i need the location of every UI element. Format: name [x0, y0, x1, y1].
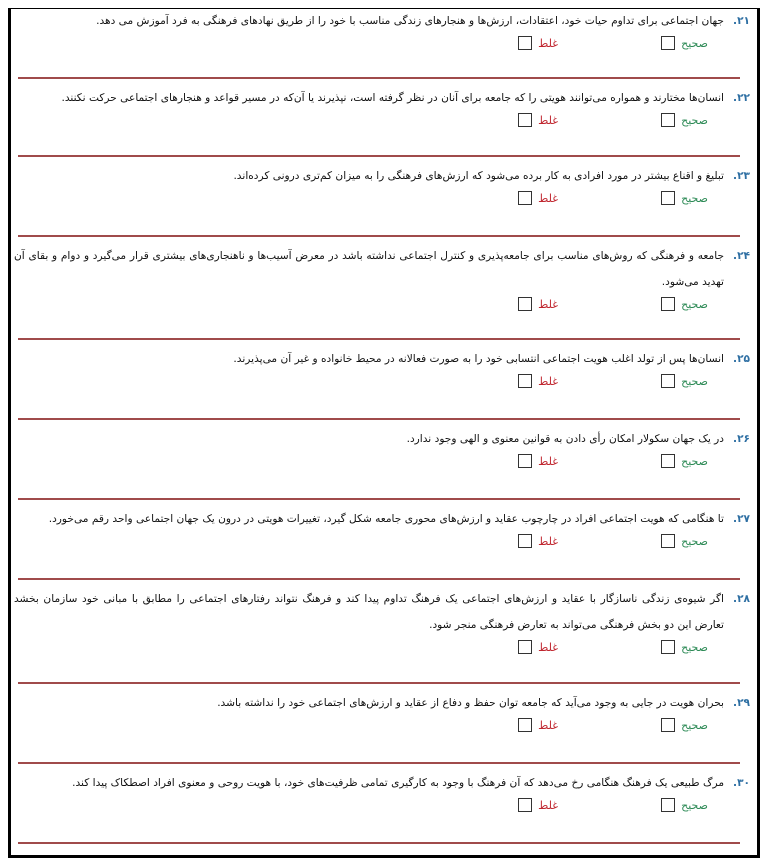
question-item — [14, 586, 754, 662]
true-label: صحیح — [681, 798, 708, 812]
question-separator — [18, 418, 740, 420]
question-text: بحران هویت در جایی به وجود می‌آید که جامعه توان حفظ و دفاع از عقاید و ارزش‌های اجتماعی خود را نداشته باشد. — [217, 697, 724, 709]
false-checkbox[interactable] — [518, 640, 532, 654]
question-item — [14, 8, 754, 58]
question-text: مرگ طبیعی یک فرهنگ هنگامی رخ می‌دهد که آن فرهنگ با وجود به کارگیری تمامی ظرفیت‌های خود، با هویت روحی و معنوی افراد اصطکاک پیدا کند. — [72, 777, 724, 789]
answer-options — [14, 111, 754, 135]
question-item — [14, 346, 754, 396]
question-text: تا هنگامی که هویت اجتماعی افراد در چارچوب عقاید و ارزش‌های محوری جامعه شکل گیرد، تغییرات هویتی در درون یک جهان اجتماعی واحد رقم می‌خورد. — [48, 513, 724, 525]
question-item — [14, 506, 754, 556]
question-number: ۲۳. — [733, 170, 750, 182]
false-label: غلط — [538, 534, 558, 548]
false-checkbox[interactable] — [518, 297, 532, 311]
question-text: انسان‌ها مختارند و همواره می‌توانند هویتی را که جامعه برای آنان در نظر گرفته است، نپذیرند یا آن‌که در مسیر قواعد و هنجارهای اجتماعی حرکت نکنند. — [61, 92, 724, 104]
false-label: غلط — [538, 718, 558, 732]
false-label: غلط — [538, 191, 558, 205]
false-label: غلط — [538, 454, 558, 468]
false-option[interactable] — [518, 718, 558, 732]
false-label: غلط — [538, 374, 558, 388]
true-option[interactable] — [661, 454, 708, 468]
answer-options — [14, 638, 754, 662]
false-checkbox[interactable] — [518, 798, 532, 812]
question-number: ۲۶. — [733, 433, 750, 445]
false-label: غلط — [538, 798, 558, 812]
true-label: صحیح — [681, 454, 708, 468]
true-option[interactable] — [661, 191, 708, 205]
false-option[interactable] — [518, 191, 558, 205]
true-label: صحیح — [681, 534, 708, 548]
false-label: غلط — [538, 640, 558, 654]
answer-options — [14, 452, 754, 476]
question-separator — [18, 77, 740, 79]
answer-options — [14, 372, 754, 396]
true-option[interactable] — [661, 718, 708, 732]
question-separator — [18, 842, 740, 844]
false-label: غلط — [538, 36, 558, 50]
false-checkbox[interactable] — [518, 718, 532, 732]
answer-options — [14, 532, 754, 556]
true-checkbox[interactable] — [661, 534, 675, 548]
true-option[interactable] — [661, 798, 708, 812]
answer-options — [14, 796, 754, 820]
question-item — [14, 85, 754, 135]
false-checkbox[interactable] — [518, 454, 532, 468]
true-option[interactable] — [661, 297, 708, 311]
false-option[interactable] — [518, 640, 558, 654]
true-label: صحیح — [681, 297, 708, 311]
question-text: تبلیغ و اقناع بیشتر در مورد افرادی به کار برده می‌شود که ارزش‌های فرهنگی را به میزان کم‌تری درونی کرده‌اند. — [233, 170, 724, 182]
true-label: صحیح — [681, 374, 708, 388]
question-item — [14, 243, 754, 319]
answer-options — [14, 34, 754, 58]
true-checkbox[interactable] — [661, 640, 675, 654]
false-checkbox[interactable] — [518, 191, 532, 205]
true-checkbox[interactable] — [661, 36, 675, 50]
false-option[interactable] — [518, 454, 558, 468]
true-checkbox[interactable] — [661, 113, 675, 127]
question-number: ۲۴. — [733, 250, 750, 262]
question-separator — [18, 338, 740, 340]
question-text: جامعه و فرهنگی که روش‌های مناسب برای جامعه‌پذیری و کنترل اجتماعی نداشته باشد در معرض آسیب‌ها و ناهنجاری‌های بیشتری قرار می‌گیرد و دوام و بقای آن تهدید می‌شود. — [14, 250, 724, 288]
answer-options — [14, 189, 754, 213]
question-separator — [18, 682, 740, 684]
question-text: انسان‌ها پس از تولد اغلب هویت اجتماعی انتسابی خود را به صورت فعالانه در محیط خانواده و غیر آن می‌پذیرند. — [233, 353, 724, 365]
true-option[interactable] — [661, 640, 708, 654]
true-checkbox[interactable] — [661, 374, 675, 388]
true-option[interactable] — [661, 374, 708, 388]
false-checkbox[interactable] — [518, 36, 532, 50]
question-separator — [18, 235, 740, 237]
answer-options — [14, 295, 754, 319]
true-label: صحیح — [681, 191, 708, 205]
true-label: صحیح — [681, 640, 708, 654]
answer-options — [14, 716, 754, 740]
question-separator — [18, 498, 740, 500]
true-checkbox[interactable] — [661, 798, 675, 812]
question-text: در یک جهان سکولار امکان رأی دادن به قوانین معنوی و الهی وجود ندارد. — [406, 433, 724, 445]
question-item — [14, 690, 754, 740]
question-number: ۲۷. — [733, 513, 750, 525]
question-number: ۲۸. — [733, 593, 750, 605]
false-option[interactable] — [518, 113, 558, 127]
false-label: غلط — [538, 297, 558, 311]
question-item — [14, 426, 754, 476]
true-label: صحیح — [681, 113, 708, 127]
question-text: اگر شیوه‌ی زندگی ناسازگار با عقاید و ارزش‌های اجتماعی یک فرهنگ تداوم پیدا کند و فرهنگ نتواند رفتارهای اجتماعی را مطابق با مبانی خود سازمان بخشد تعارض این دو بخش فرهنگی می‌تواند به تعارض فرهنگی منجر شود. — [14, 593, 724, 631]
question-separator — [18, 155, 740, 157]
false-option[interactable] — [518, 798, 558, 812]
question-number: ۲۱. — [733, 15, 750, 27]
true-label: صحیح — [681, 718, 708, 732]
true-checkbox[interactable] — [661, 297, 675, 311]
false-option[interactable] — [518, 297, 558, 311]
false-label: غلط — [538, 113, 558, 127]
question-number: ۳۰. — [733, 777, 750, 789]
false-checkbox[interactable] — [518, 113, 532, 127]
false-checkbox[interactable] — [518, 374, 532, 388]
question-number: ۲۹. — [733, 697, 750, 709]
question-item — [14, 770, 754, 820]
true-option[interactable] — [661, 113, 708, 127]
true-option[interactable] — [661, 36, 708, 50]
question-number: ۲۲. — [733, 92, 750, 104]
question-separator — [18, 578, 740, 580]
false-checkbox[interactable] — [518, 534, 532, 548]
question-text: جهان اجتماعی برای تداوم حیات خود، اعتقادات، ارزش‌ها و هنجارهای زندگی مناسب با خود را از طریق نهادهای فرهنگی به فرد آموزش می دهد. — [96, 15, 724, 27]
false-option[interactable] — [518, 36, 558, 50]
question-item — [14, 163, 754, 213]
true-checkbox[interactable] — [661, 454, 675, 468]
false-option[interactable] — [518, 374, 558, 388]
question-separator — [18, 762, 740, 764]
false-option[interactable] — [518, 534, 558, 548]
true-label: صحیح — [681, 36, 708, 50]
true-checkbox[interactable] — [661, 718, 675, 732]
question-number: ۲۵. — [733, 353, 750, 365]
true-option[interactable] — [661, 534, 708, 548]
true-checkbox[interactable] — [661, 191, 675, 205]
